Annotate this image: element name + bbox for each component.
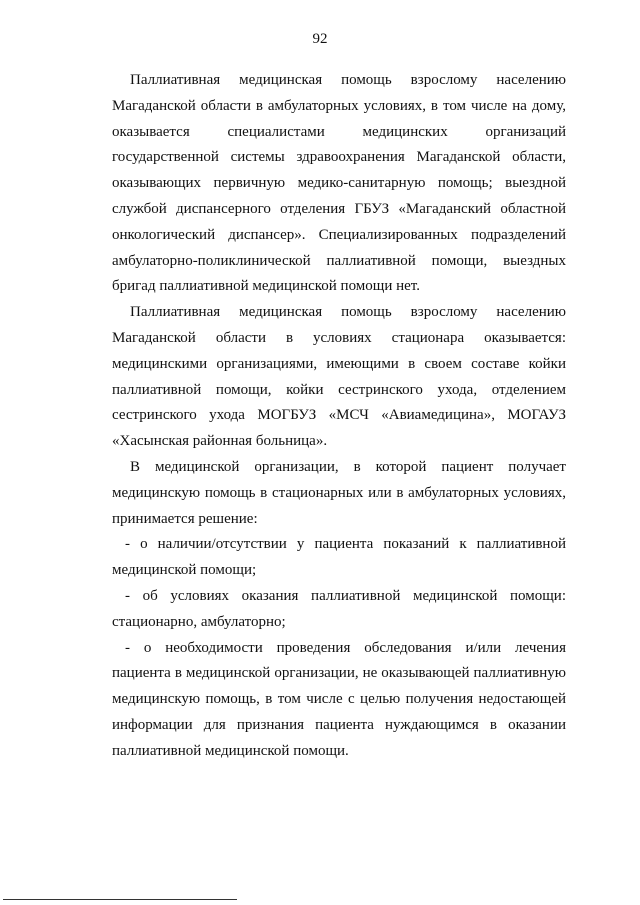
- bullet-examination: - о необходимости проведения обследования и/или лечения пациента в медицинской организации, не оказывающей паллиативную медицинскую помощь, в том числе с целью получения недостающей информации для признания пациента нуждающимся в оказании паллиативной медицинской помощи.: [112, 639, 566, 759]
- paragraph-outpatient-care: Паллиативная медицинская помощь взрослому населению Магаданской области в амбулаторных условиях, в том числе на дому, оказывается специалистами медицинских организаций государственной системы здравоохранения Магаданской области, оказывающих первичную медико-санитарную помощь; выездной службой диспансерного отделения ГБУЗ «Магаданский областной онкологический диспансер». Специализированных подразделений амбулаторно-поликлинической паллиативной помощи, выездных бригад паллиативной медицинской помощи нет.: [112, 72, 566, 295]
- page-number: 92: [312, 31, 328, 47]
- paragraph-inpatient-care: Паллиативная медицинская помощь взрослому населению Магаданской области в условиях стационара оказывается: медицинскими организациями, имеющими в своем составе койки паллиативной помощи, койки сестринского ухода, отделением сестринского ухода МОГБУЗ «МСЧ «Авиамедицина», МОГАУЗ «Хасынская районная больница».: [112, 304, 566, 450]
- bullet-conditions: - об условиях оказания паллиативной медицинской помощи: стационарно, амбулаторно;: [112, 587, 566, 630]
- document-body: [112, 68, 566, 765]
- footer-rule: [3, 899, 237, 900]
- paragraph-decision-intro: В медицинской организации, в которой пациент получает медицинскую помощь в стационарных или в амбулаторных условиях, принимается решение:: [112, 458, 566, 527]
- bullet-indications: - о наличии/отсутствии у пациента показаний к паллиативной медицинской помощи;: [112, 536, 566, 579]
